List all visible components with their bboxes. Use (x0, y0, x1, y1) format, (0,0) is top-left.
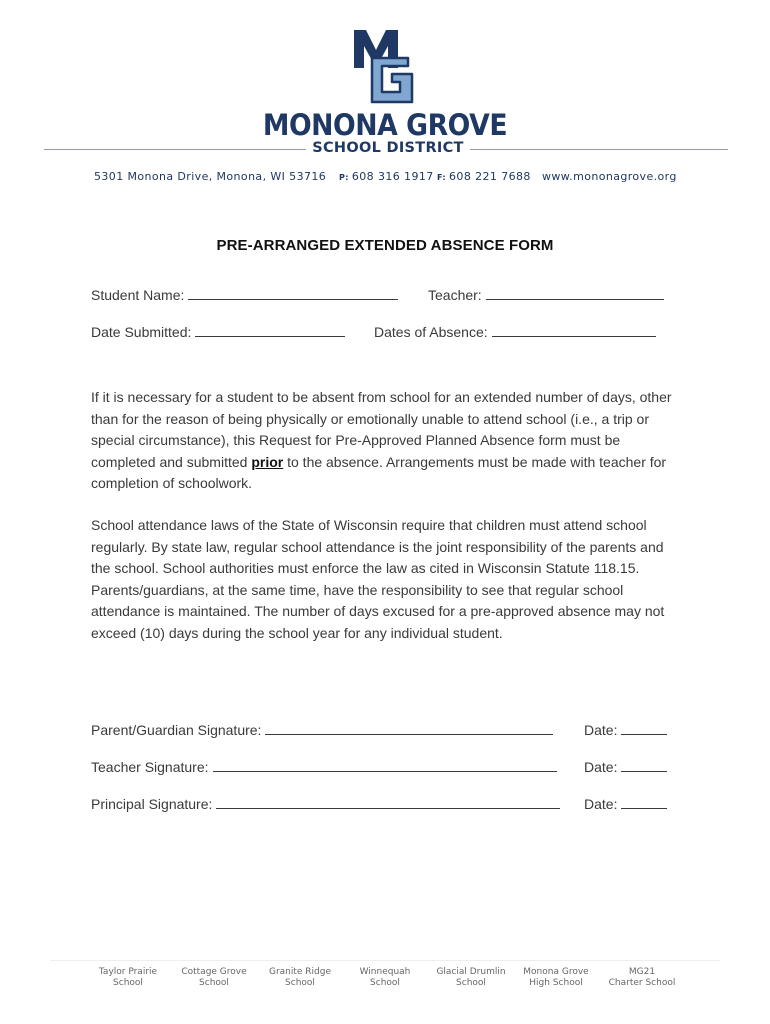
parent-date-label: Date: (584, 722, 618, 738)
principal-signature-label: Principal Signature: (91, 796, 213, 812)
dates-of-absence-label: Dates of Absence: (374, 324, 488, 340)
date-submitted-field[interactable] (91, 324, 345, 340)
footer-school (597, 967, 687, 989)
teacher-date-blank[interactable] (621, 759, 667, 772)
parent-signature-field[interactable] (91, 722, 553, 738)
contact-line (0, 170, 770, 186)
address: 5301 Monona Drive, Monona, WI 53716 (94, 170, 327, 183)
school-name: Winnequah (359, 967, 411, 977)
district-subtitle: SCHOOL DISTRICT (312, 140, 464, 156)
principal-signature-field[interactable] (91, 796, 560, 812)
divider (470, 149, 728, 150)
phone-prefix: P: (339, 173, 349, 182)
teacher-signature-blank[interactable] (213, 759, 557, 772)
school-type: Charter School (608, 978, 676, 988)
parent-date-field[interactable] (584, 722, 667, 738)
school-type: School (456, 978, 486, 988)
student-name-field[interactable] (91, 287, 398, 303)
dates-of-absence-field[interactable] (374, 324, 656, 340)
school-name: MG21 (628, 967, 656, 977)
teacher-blank[interactable] (486, 287, 664, 300)
footer-school (426, 967, 516, 989)
teacher-signature-field[interactable] (91, 759, 557, 775)
divider (44, 149, 306, 150)
footer-divider (50, 960, 720, 961)
footer-school (340, 967, 430, 989)
phone-number: 608 316 1917 (351, 170, 434, 183)
school-name: Cottage Grove (181, 967, 247, 977)
principal-date-blank[interactable] (621, 796, 667, 809)
date-submitted-blank[interactable] (195, 324, 345, 337)
policy-paragraph-2: School attendance laws of the State of Wisconsin require that children must attend school regularly. By state law, regular school attendance is the joint responsibility of the parents and the school. School authorities must enforce the law as cited in Wisconsin Statute 118.15. Parents/guardians, at the same time, have the responsibility to see that regular school attendance is maintained. The number of days excused for a pre-approved absence may not exceed (10) days during the school year for any individual student. (91, 517, 665, 641)
paragraph-1-text-end: to the absence. Arrangements must be made with teacher for completion of schoolwork. (91, 453, 667, 491)
parent-date-blank[interactable] (621, 722, 667, 735)
school-name: Monona Grove (523, 967, 589, 977)
footer-school (83, 967, 173, 989)
teacher-label: Teacher: (428, 287, 482, 303)
student-name-blank[interactable] (188, 287, 398, 300)
school-type: High School (529, 978, 583, 988)
fax (437, 170, 531, 183)
teacher-field[interactable] (428, 287, 664, 303)
dates-of-absence-blank[interactable] (492, 324, 656, 337)
district-title: MONONA GROVE (262, 108, 508, 142)
paragraph-1-text-start: If it is necessary for a student to be absent from school for an extended number of days, other than for the reason of being physically or emotionally unable to attend school (i.e., a trip or special circumstance), this Request for Pre-Approved Planned Absence form must be completed and submitted (91, 389, 672, 470)
parent-signature-blank[interactable] (265, 722, 553, 735)
teacher-date-label: Date: (584, 759, 618, 775)
date-submitted-label: Date Submitted: (91, 324, 192, 340)
school-name: Taylor Prairie (98, 967, 158, 977)
fax-number: 608 221 7688 (449, 170, 531, 183)
phone (339, 170, 434, 183)
paragraph-1-emphasis: prior (251, 453, 284, 470)
form-title: PRE-ARRANGED EXTENDED ABSENCE FORM (216, 237, 554, 254)
school-type: School (285, 978, 315, 988)
district-logo-icon (350, 24, 418, 104)
school-name: Granite Ridge (268, 967, 332, 977)
footer-school (511, 967, 601, 989)
website-link[interactable]: www.mononagrove.org (542, 170, 677, 183)
footer-school (169, 967, 259, 989)
school-name: Glacial Drumlin (436, 967, 506, 977)
school-type: School (199, 978, 229, 988)
parent-signature-label: Parent/Guardian Signature: (91, 722, 262, 738)
principal-date-field[interactable] (584, 796, 667, 812)
district-subtitle-row (0, 138, 770, 162)
student-name-label: Student Name: (91, 287, 185, 303)
school-type: School (113, 978, 143, 988)
policy-paragraph-1 (91, 387, 681, 495)
principal-date-label: Date: (584, 796, 618, 812)
teacher-date-field[interactable] (584, 759, 667, 775)
school-type: School (370, 978, 400, 988)
footer-school (255, 967, 345, 989)
principal-signature-blank[interactable] (216, 796, 560, 809)
fax-prefix: F: (437, 173, 447, 182)
teacher-signature-label: Teacher Signature: (91, 759, 209, 775)
